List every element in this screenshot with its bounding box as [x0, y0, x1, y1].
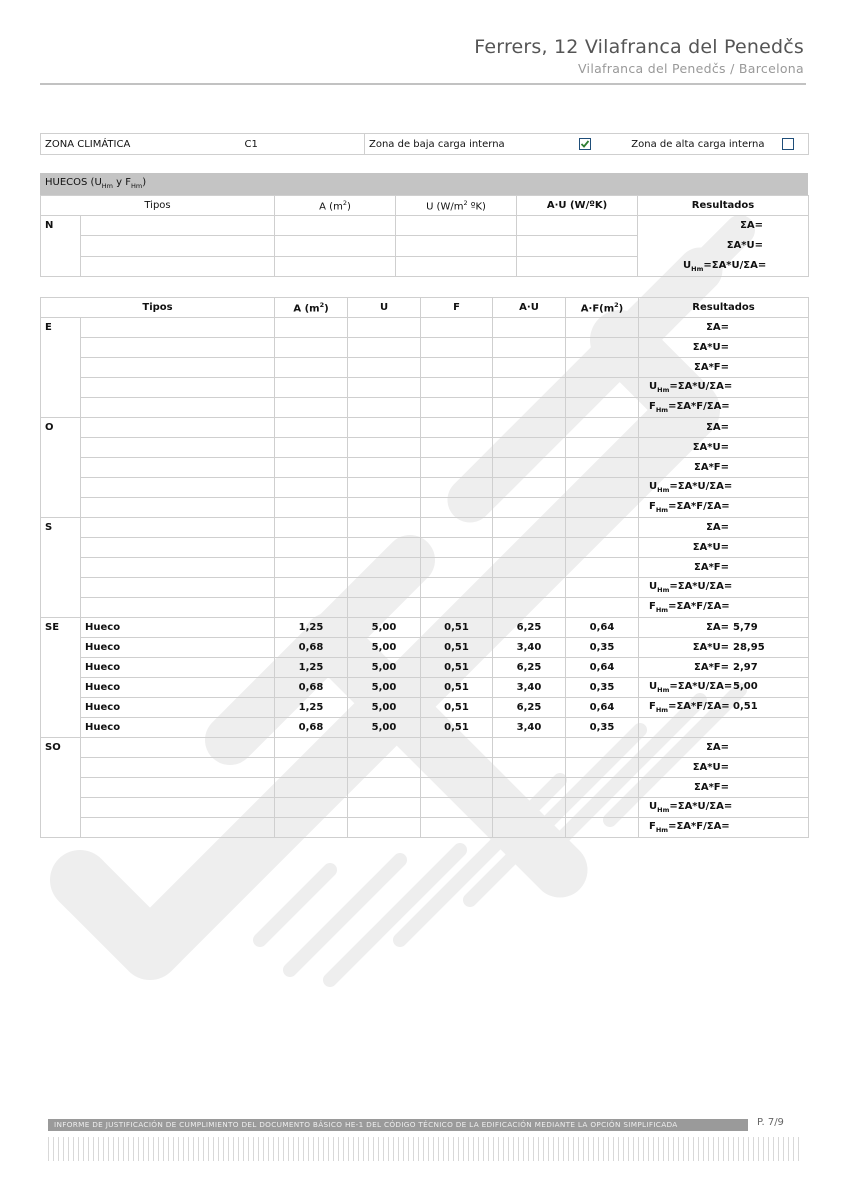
orientation-label: SO	[41, 738, 81, 838]
col-f: F	[421, 298, 493, 318]
cell-value: 5,00	[348, 698, 421, 718]
cell-value: 1,25	[275, 658, 348, 678]
cell-value: 5,00	[348, 638, 421, 658]
col-resultados: Resultados	[638, 196, 809, 216]
result-cell: ΣA=	[639, 518, 809, 538]
result-cell: $U_{Hm}=\Sigma A*U/\Sigma A=$	[639, 378, 809, 398]
table-row	[41, 358, 809, 378]
result-cell: ΣA*F= 2,97	[639, 658, 809, 678]
check-icon	[580, 139, 590, 149]
footer-ruler	[48, 1137, 800, 1161]
result-cell: ΣA*U=	[639, 538, 809, 558]
result-cell: $U_{Hm}=\Sigma A*U/\Sigma A=5,00$	[639, 678, 809, 698]
baja-carga-checkbox[interactable]	[579, 138, 591, 150]
result-cell: $F_{Hm}=\Sigma A*F/\Sigma A= 0,51$	[639, 698, 809, 718]
zona-climatica-table	[40, 133, 809, 155]
result-cell: ΣA*U=	[639, 758, 809, 778]
huecos-n-table	[40, 195, 809, 277]
result-cell: ΣA= 5,79	[639, 618, 809, 638]
cell-value: 1,25	[275, 618, 348, 638]
table-row	[41, 418, 809, 438]
result-value: 5,00	[733, 681, 758, 692]
cell-tipo: Hueco	[81, 698, 275, 718]
document-title: Ferrers, 12 Vilafranca del Penedčs	[474, 36, 804, 58]
table-row	[41, 438, 809, 458]
cell-value: 5,00	[348, 618, 421, 638]
page-number: P. 7/9	[757, 1117, 784, 1128]
result-cell: ΣA*U= 28,95	[639, 638, 809, 658]
col-u: U	[348, 298, 421, 318]
cell-value: 6,25	[493, 698, 566, 718]
cell-value: 3,40	[493, 718, 566, 738]
table-row	[41, 718, 809, 738]
table-row: N ΣA= ΣA*U= $U_{Hm}=\Sigma A*U/\Sigma A=$	[41, 216, 809, 236]
result-cell: $U_{Hm}=\Sigma A*U/\Sigma A=$	[639, 798, 809, 818]
huecos-main-table	[40, 297, 809, 838]
result-cell: ΣA*F=	[639, 778, 809, 798]
orientation-label: SE	[41, 618, 81, 738]
cell-value: 0,68	[275, 718, 348, 738]
result-cell: $F_{Hm}=\Sigma A*F/\Sigma A=$	[639, 598, 809, 618]
table-row	[41, 318, 809, 338]
cell-value: 0,35	[566, 678, 639, 698]
table-row	[41, 458, 809, 478]
table-row	[41, 538, 809, 558]
cell-value: 0,64	[566, 698, 639, 718]
cell-value: 0,35	[566, 718, 639, 738]
cell-value: 0,51	[421, 618, 493, 638]
result-value: 0,51	[733, 701, 758, 712]
cell-value: 0,51	[421, 698, 493, 718]
table-header-row: Tipos A $(m^2)$ U ($W/m^2$ ºK) A·U (W/ºK) Resultados	[41, 196, 809, 216]
result-cell: ΣA*U=	[639, 438, 809, 458]
cell-value: 0,35	[566, 638, 639, 658]
table-row	[41, 478, 809, 498]
cell-value: 0,68	[275, 638, 348, 658]
result-cell: ΣA*U=	[639, 338, 809, 358]
result-cell: ΣA=	[639, 418, 809, 438]
zona-label: ZONA CLIMÁTICA	[41, 134, 241, 155]
cell-value: 0,51	[421, 678, 493, 698]
col-tipos: Tipos	[41, 298, 275, 318]
cell-value: 0,64	[566, 618, 639, 638]
cell-tipo: Hueco	[81, 678, 275, 698]
cell-value: 5,00	[348, 658, 421, 678]
cell-value: 3,40	[493, 678, 566, 698]
cell-value: 5,00	[348, 718, 421, 738]
table-row	[41, 558, 809, 578]
table-row	[41, 618, 809, 638]
result-value: 5,79	[733, 622, 758, 633]
cell-value: 0,51	[421, 718, 493, 738]
cell-value: 0,64	[566, 658, 639, 678]
table-row	[41, 698, 809, 718]
cell-tipo: Hueco	[81, 658, 275, 678]
table-row	[41, 738, 809, 758]
result-cell: $F_{Hm}=\Sigma A*F/\Sigma A=$	[639, 398, 809, 418]
result-cell: ΣA*F=	[639, 458, 809, 478]
table-row	[41, 778, 809, 798]
baja-carga-label: Zona de baja carga interna	[365, 134, 565, 155]
cell-value: 0,51	[421, 638, 493, 658]
table-row	[41, 798, 809, 818]
table-row	[41, 338, 809, 358]
table-row	[41, 658, 809, 678]
table-row	[41, 818, 809, 838]
cell-value: 5,00	[348, 678, 421, 698]
cell-value: 3,40	[493, 638, 566, 658]
cell-value: 6,25	[493, 658, 566, 678]
result-cell: ΣA*F=	[639, 558, 809, 578]
zona-value: C1	[241, 134, 365, 155]
orientation-label: O	[41, 418, 81, 518]
huecos-section-header: HUECOS ($U_{Hm}$ y $F_{Hm}$)	[40, 173, 808, 195]
alta-carga-label: Zona de alta carga interna	[605, 134, 769, 155]
col-tipos: Tipos	[144, 200, 171, 211]
table-row	[41, 518, 809, 538]
document-subtitle: Vilafranca del Penedčs / Barcelona	[577, 61, 804, 76]
footer-text: INFORME DE JUSTIFICACIÓN DE CUMPLIMIENTO DEL DOCUMENTO BÁSICO HE-1 DEL CÓDIGO TÉCNICO DE LA EDIFICACIÓN MEDIANTE LA OPCIÓN SIMPLIFICADA	[48, 1119, 748, 1131]
result-cell: $U_{Hm}=\Sigma A*U/\Sigma A=$	[639, 478, 809, 498]
orientation-label: S	[41, 518, 81, 618]
cell-value: 0,51	[421, 658, 493, 678]
table-row	[41, 598, 809, 618]
result-cell: ΣA*F=	[639, 358, 809, 378]
table-row	[41, 398, 809, 418]
alta-carga-checkbox[interactable]	[782, 138, 794, 150]
cell-tipo: Hueco	[81, 618, 275, 638]
result-value: 28,95	[733, 642, 765, 653]
result-cell: ΣA=	[639, 318, 809, 338]
table-row	[41, 758, 809, 778]
table-row	[41, 578, 809, 598]
result-cell: $U_{Hm}=\Sigma A*U/\Sigma A=$	[639, 578, 809, 598]
cell-value: 1,25	[275, 698, 348, 718]
cell-tipo: Hueco	[81, 718, 275, 738]
cell-value: 6,25	[493, 618, 566, 638]
table-row	[41, 678, 809, 698]
cell-tipo: Hueco	[81, 638, 275, 658]
table-row	[41, 498, 809, 518]
result-cell: $F_{Hm}=\Sigma A*F/\Sigma A=$	[639, 818, 809, 838]
header-divider	[40, 83, 806, 85]
orientation-label: E	[41, 318, 81, 418]
table-header-row: Tipos A $(m^2)$ U F A·U $A\cdot F(m^2)$ Resultados	[41, 298, 809, 318]
result-value: 2,97	[733, 662, 758, 673]
col-resultados: Resultados	[639, 298, 809, 318]
cell-value: 0,68	[275, 678, 348, 698]
table-row	[41, 378, 809, 398]
col-au: A·U (W/ºK)	[517, 196, 638, 216]
col-au: A·U	[493, 298, 566, 318]
result-cell: ΣA=	[639, 738, 809, 758]
result-cell: $F_{Hm}=\Sigma A*F/\Sigma A=$	[639, 498, 809, 518]
orientation-label: N	[41, 216, 81, 277]
table-row	[41, 638, 809, 658]
